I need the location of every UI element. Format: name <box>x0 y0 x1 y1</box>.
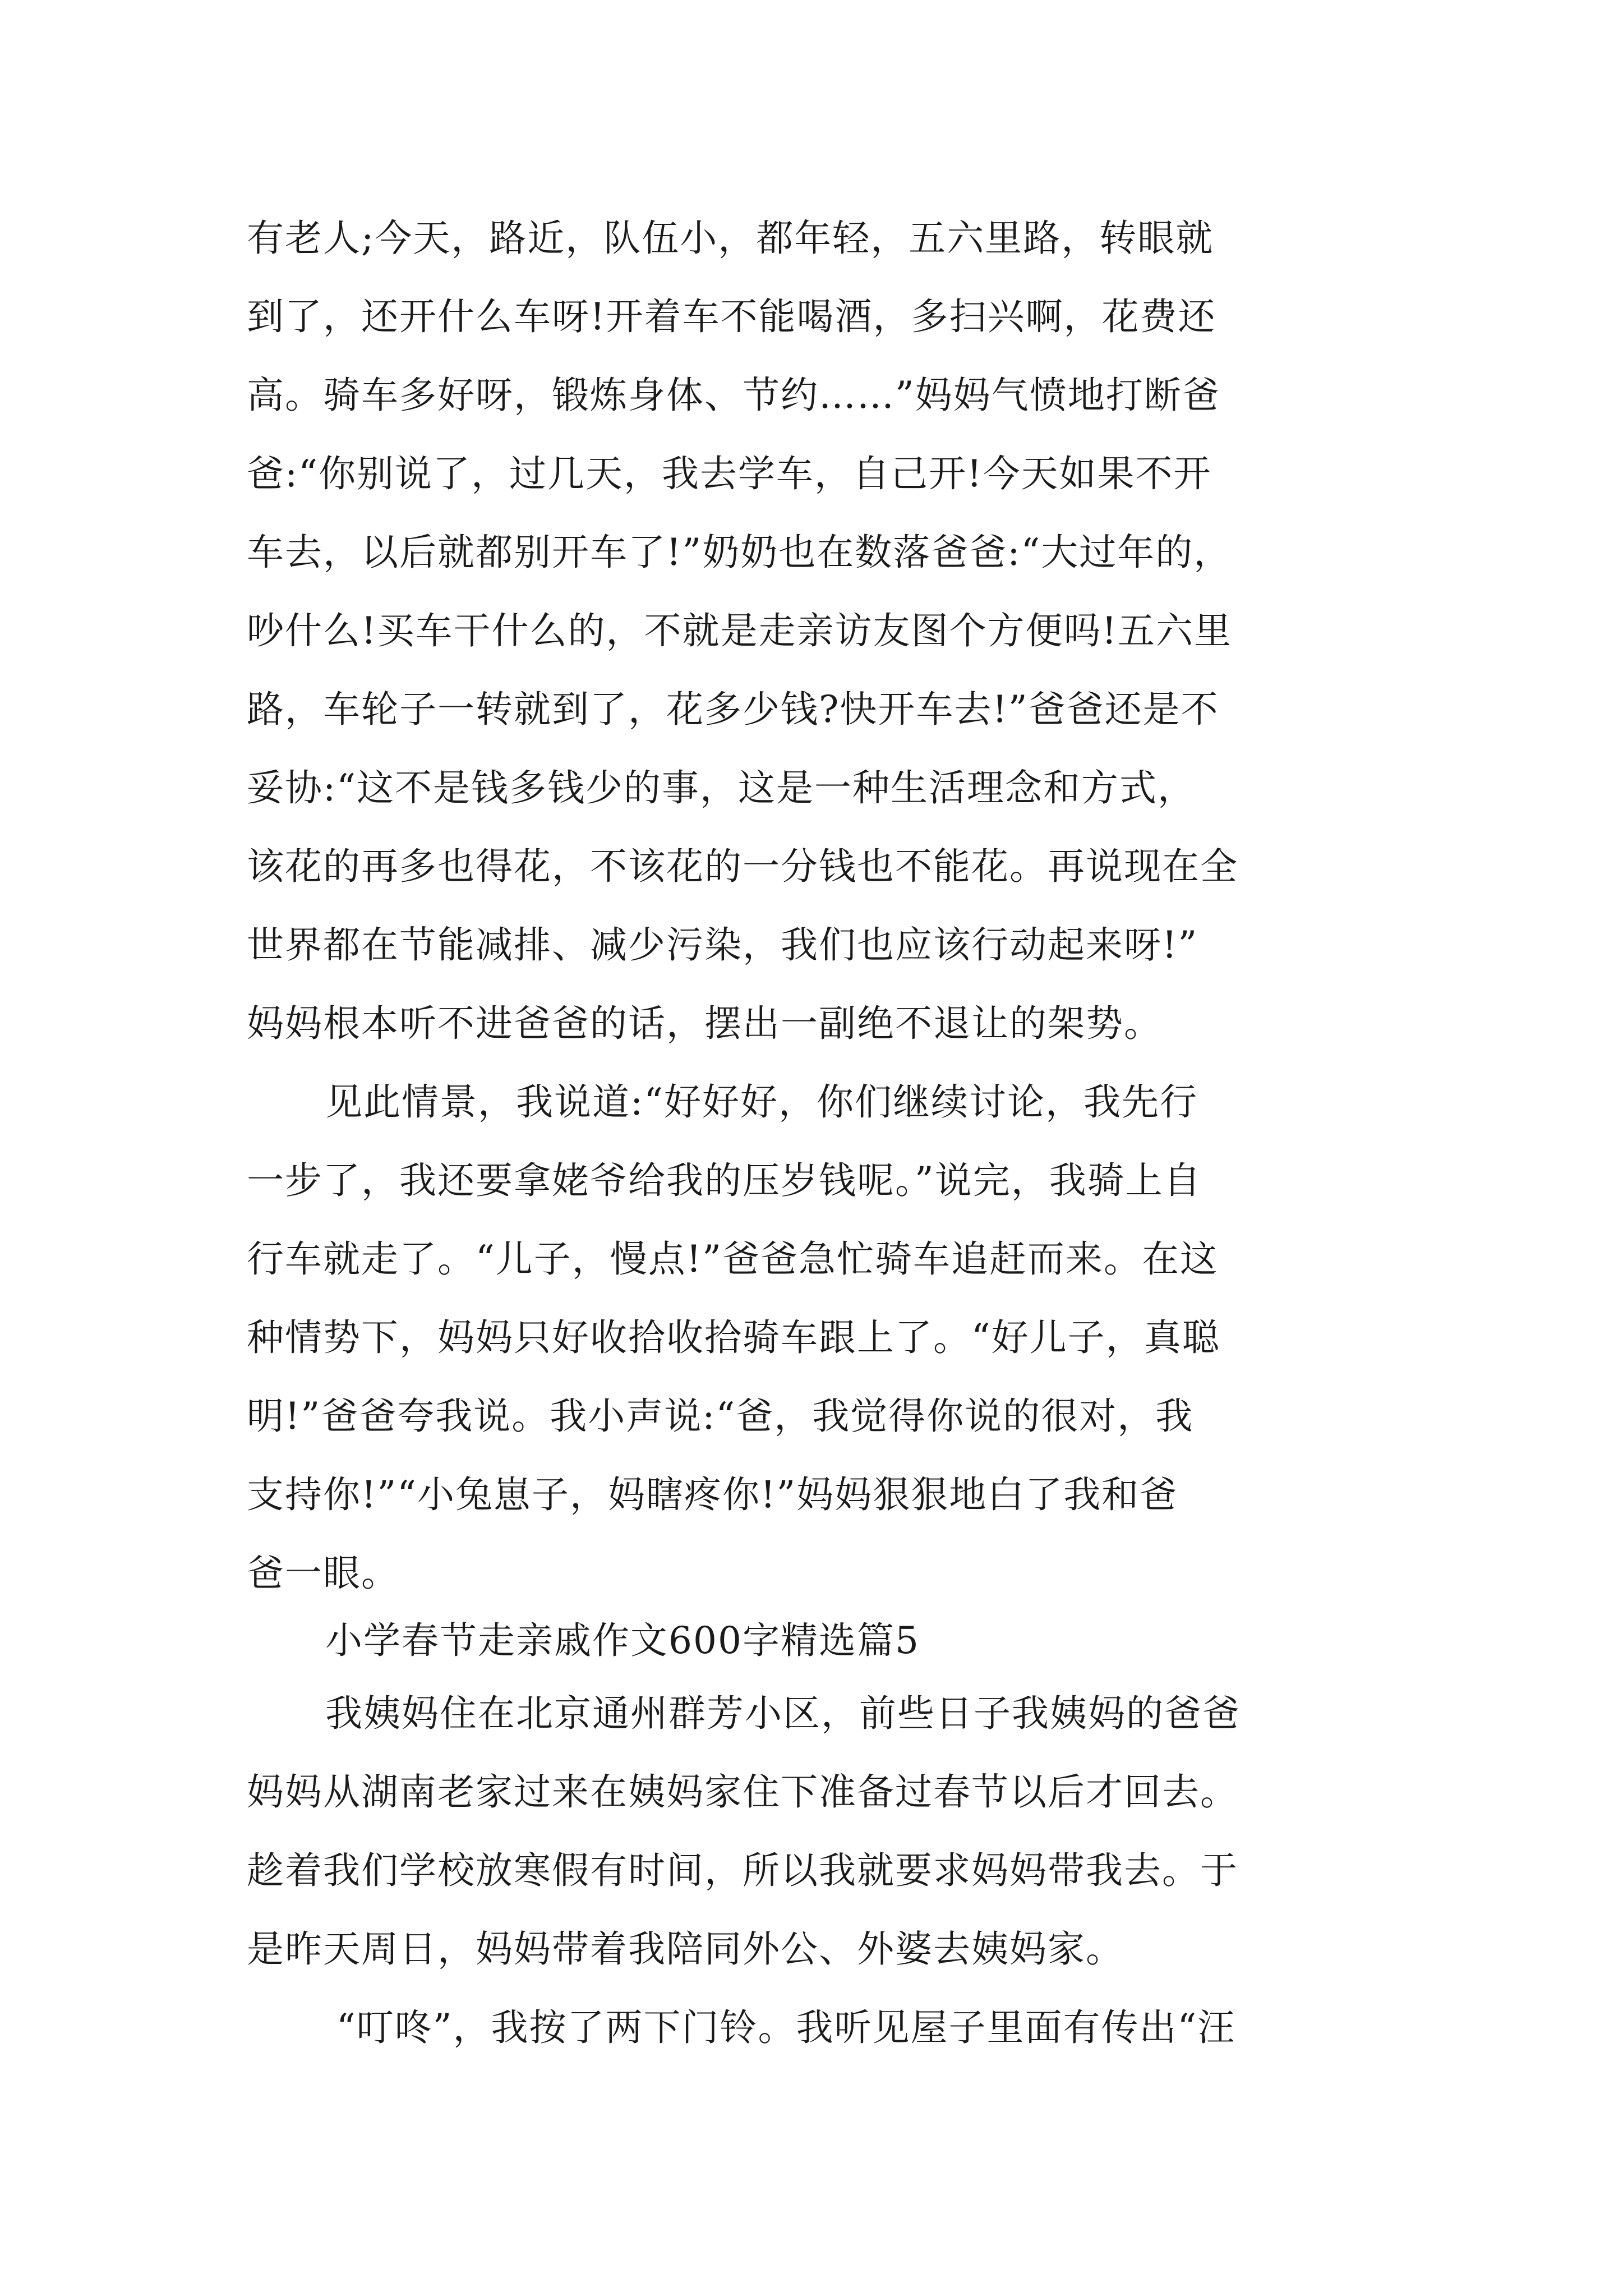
text-line: 路，车轮子一转就到了，花多少钱?快开车去!”爸爸还是不 <box>247 688 1219 731</box>
text-line: 吵什么!买车干什么的，不就是走亲访友图个方便吗!五六里 <box>247 609 1233 652</box>
text-line: 世界都在节能减排、减少污染，我们也应该行动起来呀!” <box>247 923 1198 967</box>
text-line: 一步了，我还要拿姥爷给我的压岁钱呢。”说完，我骑上自 <box>247 1159 1202 1202</box>
text-line: 爸:“你别说了，过几天，我去学车，自己开!今天如果不开 <box>247 452 1212 495</box>
text-line: 趁着我们学校放寒假有时间，所以我就要求妈妈带我去。于 <box>247 1849 1238 1892</box>
text-line: 妥协:“这不是钱多钱少的事，这是一种生活理念和方式， <box>247 766 1196 809</box>
text-line: 到了，还开什么车呀!开着车不能喝酒，多扫兴啊，花费还 <box>247 295 1216 338</box>
text-line: 妈妈根本听不进爸爸的话，摆出一副绝不退让的架势。 <box>247 1002 1162 1045</box>
text-line: 该花的再多也得花，不该花的一分钱也不能花。再说现在全 <box>247 845 1238 888</box>
text-line: 高。骑车多好呀，锻炼身体、节约……”妈妈气愤地打断爸 <box>247 374 1220 417</box>
section-heading: 小学春节走亲戚作文600字精选篇5 <box>325 1619 920 1662</box>
text-line: 爸一眼。 <box>247 1552 399 1595</box>
text-line: 支持你!”“小兔崽子，妈瞎疼你!”妈妈狠狠地白了我和爸 <box>247 1473 1178 1516</box>
text-line: 行车就走了。“儿子，慢点!”爸爸急忙骑车追赶而来。在这 <box>247 1237 1219 1281</box>
paragraph-start-line: 见此情景，我说道:“好好好，你们继续讨论，我先行 <box>325 1080 1198 1124</box>
text-line: 种情势下，妈妈只好收拾收拾骑车跟上了。“好儿子，真聪 <box>247 1316 1220 1359</box>
text-line: 妈妈从湖南老家过来在姨妈家住下准备过春节以后才回去。 <box>247 1770 1238 1814</box>
paragraph-start-line: “叮咚”，我按了两下门铃。我听见屋子里面有传出“汪 <box>336 2006 1236 2049</box>
paragraph-start-line: 我姨妈住在北京通州群芳小区，前些日子我姨妈的爸爸 <box>325 1692 1241 1735</box>
text-line: 有老人;今天，路近，队伍小，都年轻，五六里路，转眼就 <box>247 217 1214 260</box>
text-line: 车去，以后就都别开车了!”奶奶也在数落爸爸:“大过年的， <box>247 531 1232 574</box>
text-line: 明!”爸爸夸我说。我小声说:“爸，我觉得你说的很对，我 <box>247 1395 1194 1438</box>
text-line: 是昨天周日，妈妈带着我陪同外公、外婆去姨妈家。 <box>247 1927 1124 1971</box>
